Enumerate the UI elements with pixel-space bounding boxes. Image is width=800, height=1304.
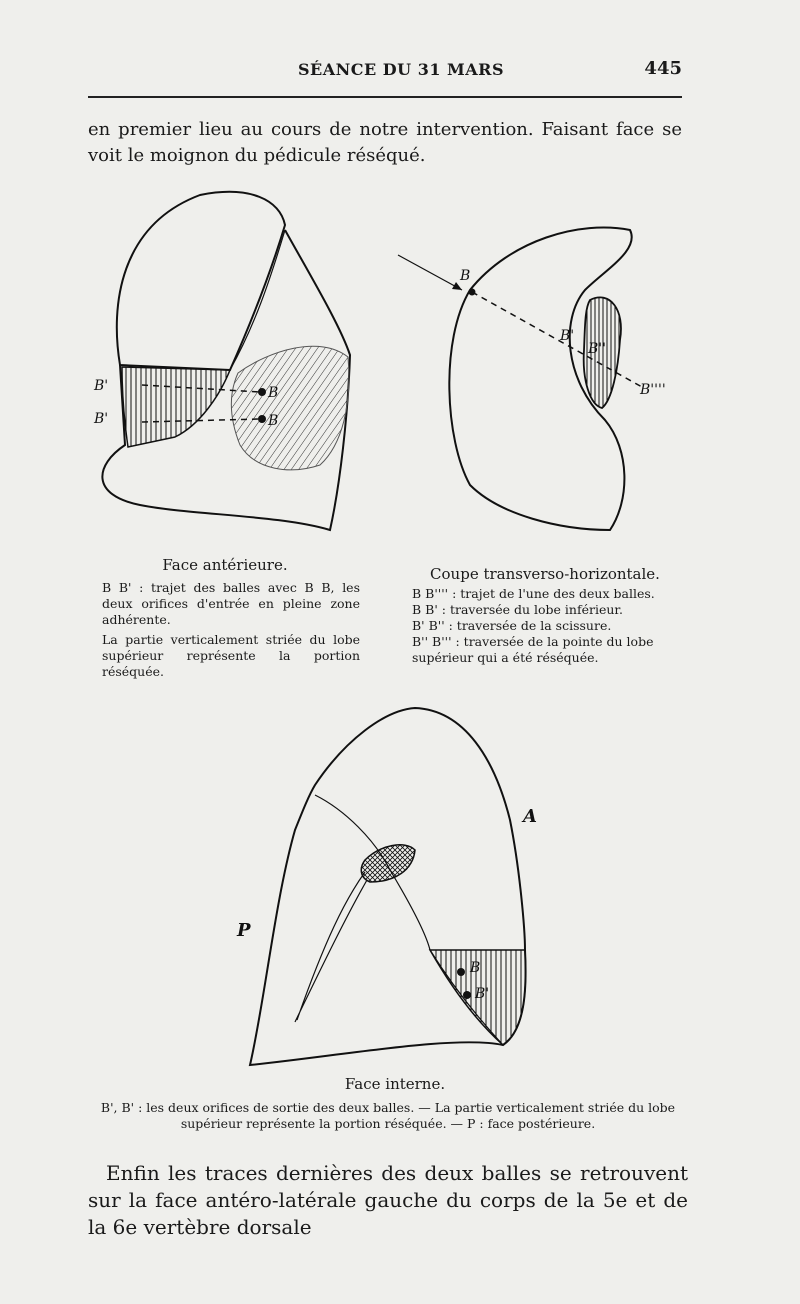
label-b-prime-top: B'	[94, 378, 109, 394]
caption-title-bottom: Face interne.	[344, 1075, 446, 1093]
label-p: P	[237, 920, 251, 941]
page-number: 445	[644, 58, 682, 79]
figure-face-interne	[225, 700, 555, 1070]
label-b-bottom: B	[268, 413, 279, 429]
caption-body-right	[412, 586, 690, 666]
label-b-prime-bottom: B'	[94, 411, 109, 427]
header-rule	[88, 96, 682, 98]
lung-section-drawing	[390, 210, 700, 540]
adherent-zone	[231, 346, 348, 470]
closing-text: Enfin les traces dernières des deux balles se retrouvent sur la face antéro-latérale gauche du corps de la 5e et de la 6e vertèbre dorsale	[88, 1161, 688, 1239]
caption-body-bottom	[88, 1100, 688, 1132]
closing-paragraph	[88, 1160, 688, 1241]
lung-internal-drawing	[225, 700, 555, 1070]
label-a: A	[523, 806, 537, 827]
resected-portion	[122, 367, 230, 447]
label-b-prime-internal: B'	[475, 986, 490, 1002]
label-b-top: B	[268, 385, 279, 401]
entry-orifice-1	[258, 388, 266, 396]
caption-body-left	[88, 580, 360, 680]
pedicle-groove	[295, 872, 367, 1022]
running-head: SÉANCE DU 31 MARS	[298, 60, 504, 79]
figure-coupe-transverse	[390, 210, 700, 540]
caption-right-line-1: B B'''' : trajet de l'une des deux balles.	[412, 586, 655, 601]
label-b4: B''''	[640, 382, 666, 398]
page-header	[88, 58, 682, 82]
caption-left-line-1: B B' : trajet des balles avec B B, les deux orifices d'entrée en pleine zone adhérente.	[102, 580, 360, 627]
label-b-internal: B	[470, 960, 481, 976]
intro-text: en premier lieu au cours de notre intervention. Faisant face se voit le moignon du pédicule réséqué.	[88, 119, 682, 166]
entry-orifice-2	[258, 415, 266, 423]
label-b2: B''	[588, 341, 606, 357]
caption-title-left: Face antérieure.	[162, 556, 288, 574]
lung-anterior-drawing	[80, 185, 380, 555]
upper-lobe-outline	[117, 192, 285, 370]
exit-orifice-1	[457, 968, 465, 976]
entry-arrow	[398, 255, 462, 290]
caption-left-line-2: La partie verticalement striée du lobe supérieur représente la portion réséquée.	[102, 632, 360, 679]
pedicle-stump	[361, 845, 415, 882]
caption-title-right: Coupe transverso-horizontale.	[430, 565, 660, 583]
caption-bottom-line-1: B', B' : les deux orifices de sortie des deux balles. — La partie verticalement striée du lobe supérieur représente la portion réséquée. — P : face postérieure.	[100, 1100, 676, 1131]
intro-paragraph	[88, 117, 682, 169]
caption-right-line-2: B B' : traversée du lobe inférieur.	[412, 602, 623, 617]
figure-face-anterieure	[80, 185, 380, 555]
label-b1: B'	[560, 328, 575, 344]
caption-right-line-3: B' B'' : traversée de la scissure.	[412, 618, 612, 633]
caption-right-line-4: B'' B''' : traversée de la pointe du lobe supérieur qui a été réséquée.	[412, 634, 654, 665]
exit-orifice-2	[463, 991, 471, 999]
label-b: B	[460, 268, 471, 284]
